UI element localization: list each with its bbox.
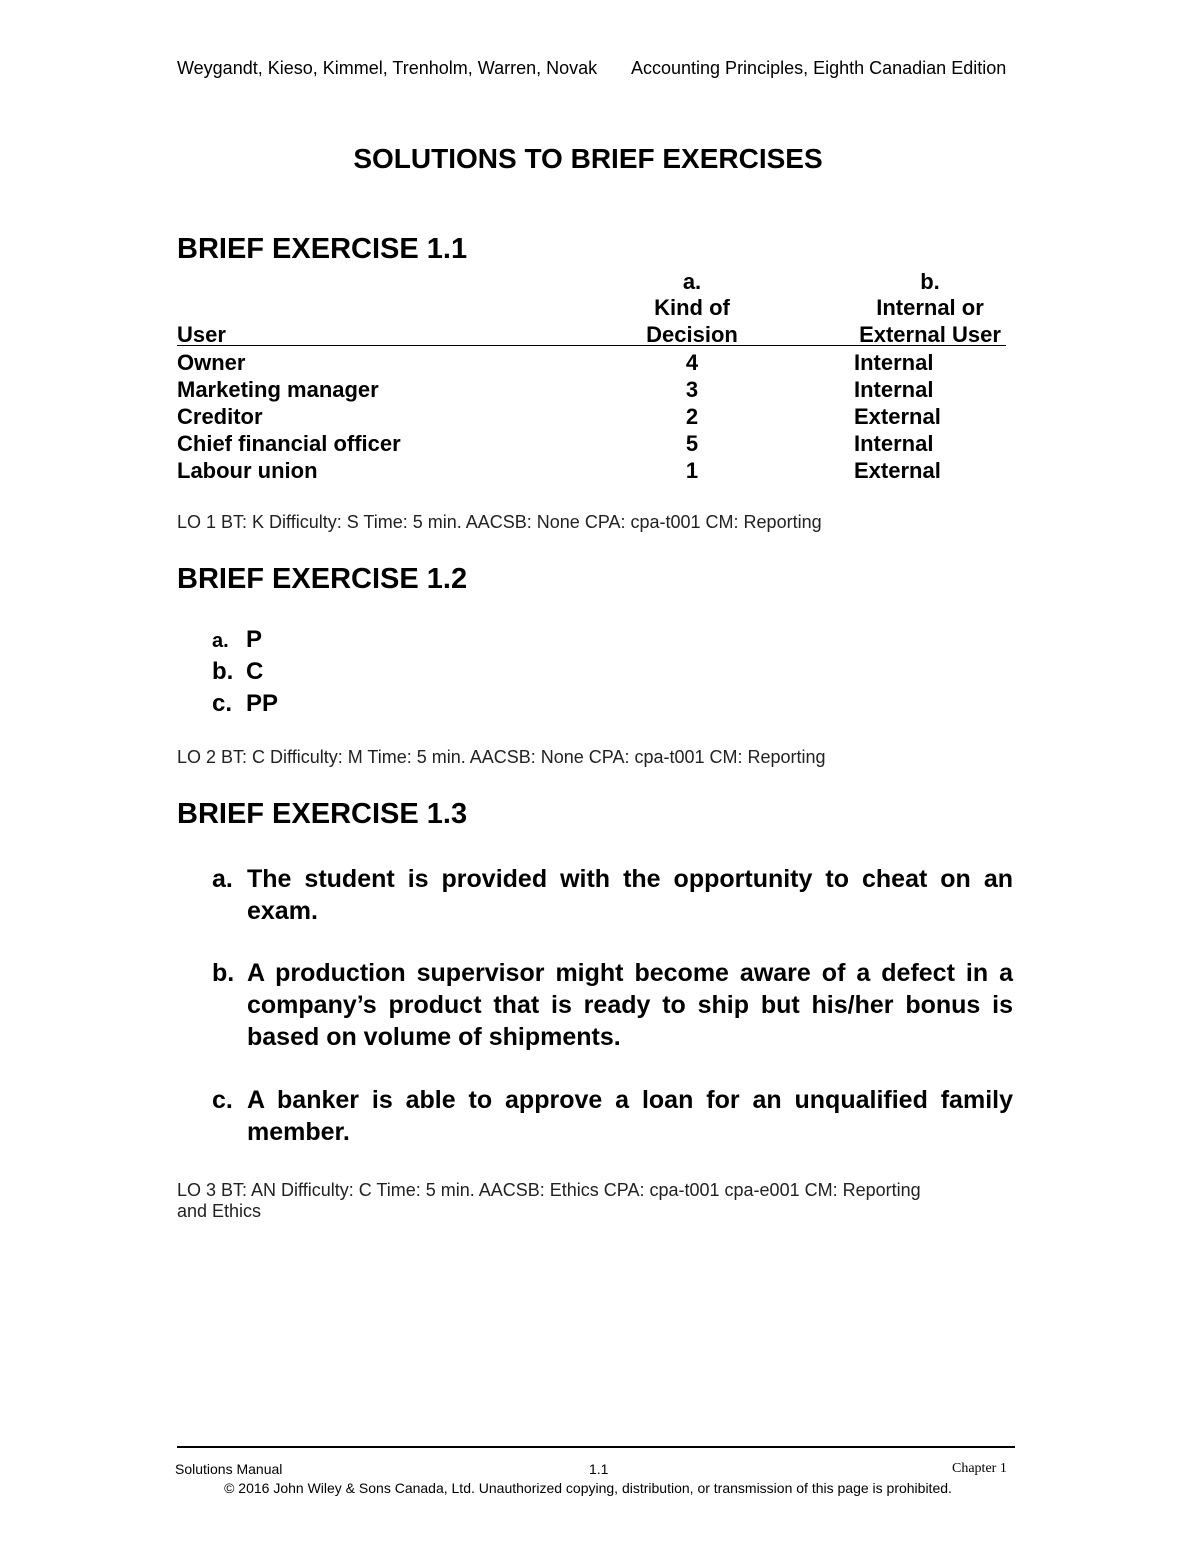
answer-label: c. [212,1086,233,1114]
be11-heading: BRIEF EXERCISE 1.1 [177,233,468,265]
table-row-kind: 1 [685,458,699,483]
header-authors: Weygandt, Kieso, Kimmel, Trenholm, Warren, Novak [177,58,598,78]
header-book-title: Accounting Principles, Eighth Canadian Edition [631,58,1007,78]
answer-label: b. [212,658,234,685]
be12-answer-b [212,658,263,686]
footer-left: Solutions Manual [175,1461,283,1477]
answer-text: PP [246,690,279,717]
be13-answer-b [212,957,1013,1053]
footer-rule [177,1446,1015,1448]
be13-lo-metadata-line2: and Ethics [177,1201,262,1221]
col-user-header: User [177,322,226,347]
col-a-line2: Decision [646,322,738,347]
table-row-user: Marketing manager [177,377,379,402]
table-row-kind: 3 [685,377,699,402]
page-title: SOLUTIONS TO BRIEF EXERCISES [353,143,823,174]
answer-label: a. [212,630,229,652]
answer-text: P [246,626,263,653]
be13-answer-a [212,863,1013,927]
be13-lo-metadata-line1: LO 3 BT: AN Difficulty: C Time: 5 min. AACSB: Ethics CPA: cpa-t001 cpa-e001 CM: Reporting [177,1180,921,1200]
col-b-line1: Internal or [876,295,984,320]
table-row-type: External [854,404,941,429]
header-rule [177,345,1006,346]
be13-heading: BRIEF EXERCISE 1.3 [177,798,468,830]
footer-chapter: Chapter 1 [952,1461,1007,1476]
footer-page-number: 1.1 [589,1461,609,1477]
table-row-kind: 5 [685,431,699,456]
col-b-line2: External User [859,322,1001,347]
table-row-type: Internal [854,350,934,375]
answer-text: The student is provided with the opportunity to cheat on an exam. [247,865,1013,925]
be12-answer-c [212,690,278,718]
table-row-user: Labour union [177,458,318,483]
be12-answer-a [212,626,262,654]
col-a-letter: a. [682,269,702,294]
col-b-letter: b. [920,269,940,294]
col-a-line1: Kind of [654,295,730,320]
table-row-user: Chief financial officer [177,431,401,456]
be11-lo-metadata: LO 1 BT: K Difficulty: S Time: 5 min. AACSB: None CPA: cpa-t001 CM: Reporting [177,512,822,532]
answer-label: a. [212,865,233,893]
answer-label: c. [212,690,233,717]
answer-label: b. [212,959,235,987]
answer-text: A banker is able to approve a loan for an unqualified family member. [247,1086,1013,1146]
table-row-user: Creditor [177,404,263,429]
be12-lo-metadata: LO 2 BT: C Difficulty: M Time: 5 min. AACSB: None CPA: cpa-t001 CM: Reporting [177,747,826,767]
be12-heading: BRIEF EXERCISE 1.2 [177,563,468,595]
footer-copyright: © 2016 John Wiley & Sons Canada, Ltd. Unauthorized copying, distribution, or transmission of this page is prohibited. [224,1480,952,1496]
table-row-kind: 4 [685,350,699,375]
table-row-user: Owner [177,350,246,375]
table-row-type: Internal [854,377,934,402]
answer-text: A production supervisor might become aware of a defect in a company’s product that is ready to ship but his/her bonus is based on volume of shipments. [247,959,1013,1051]
be13-answer-c [212,1084,1013,1148]
table-row-type: External [854,458,941,483]
table-row-kind: 2 [685,404,699,429]
answer-text: C [246,658,264,685]
table-row-type: Internal [854,431,934,456]
